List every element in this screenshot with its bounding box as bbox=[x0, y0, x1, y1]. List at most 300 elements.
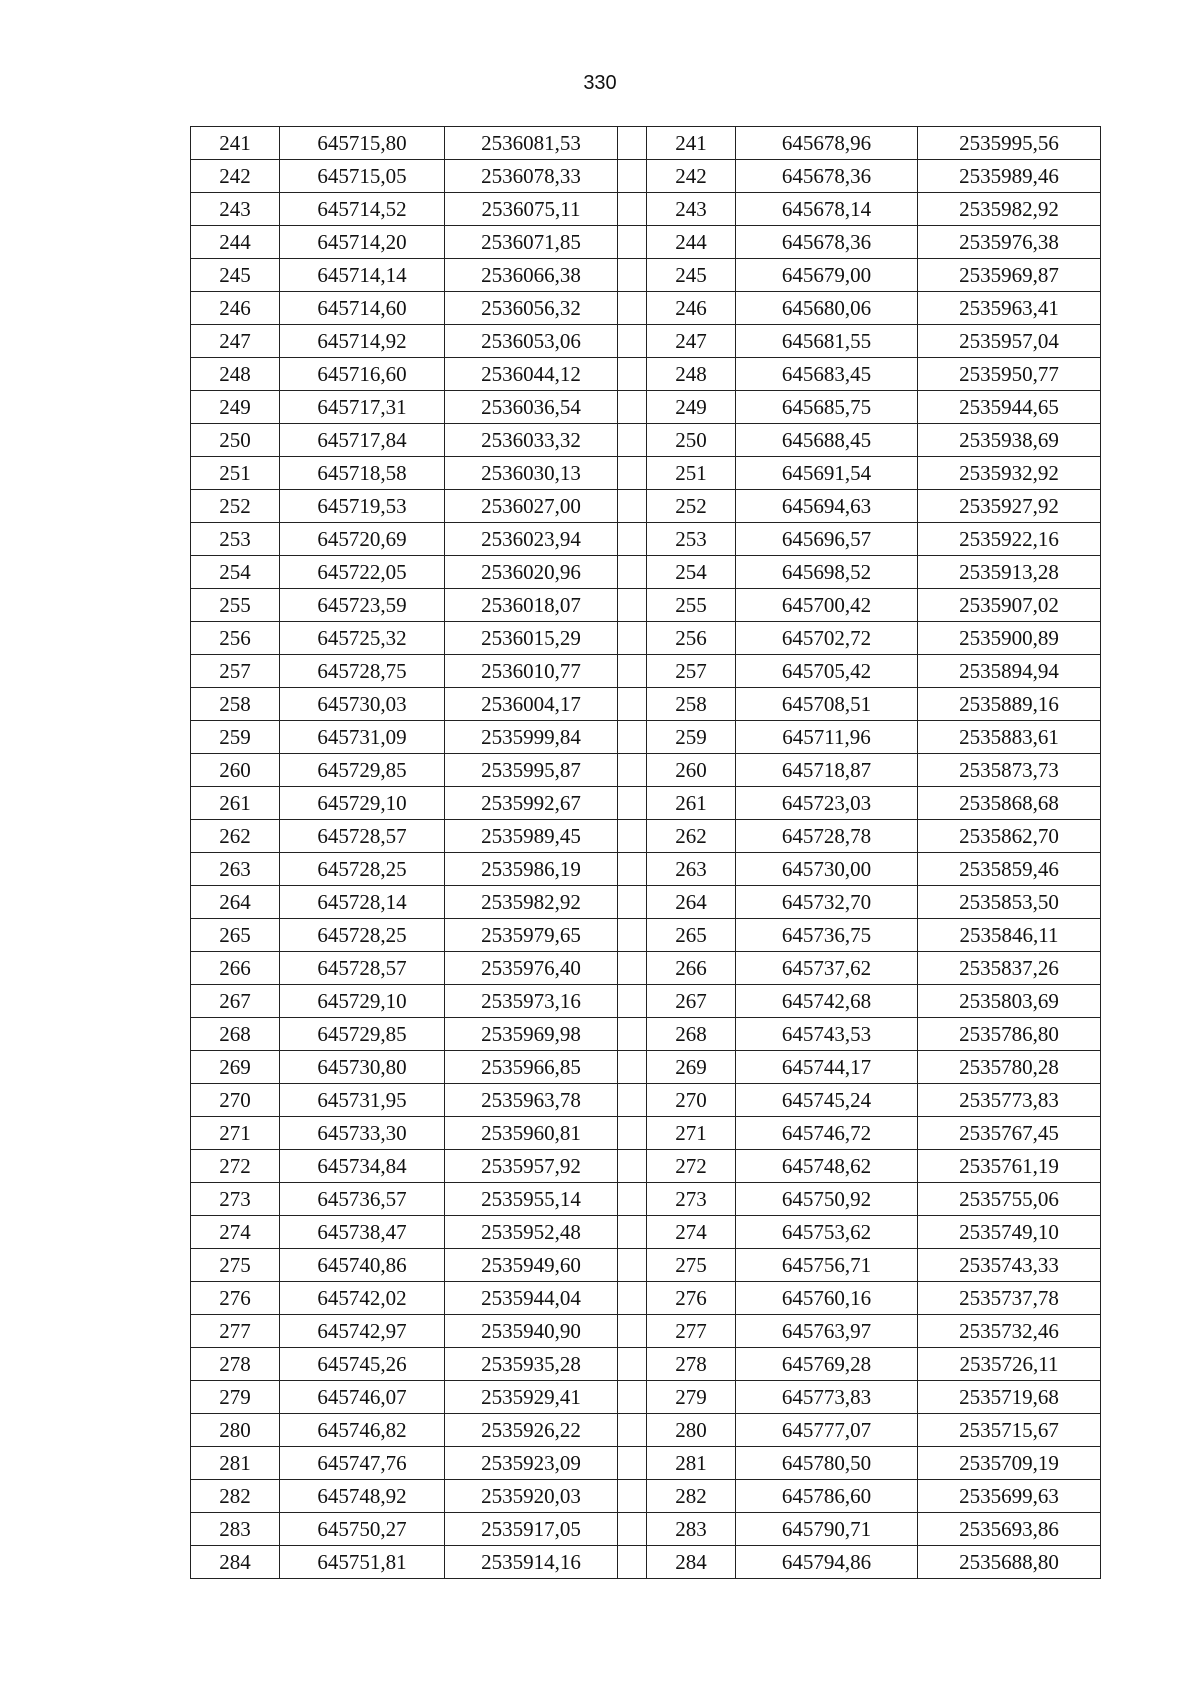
right-point-number-cell: 259 bbox=[647, 721, 736, 754]
right-x-coordinate-cell: 645705,42 bbox=[736, 655, 918, 688]
right-x-coordinate-cell: 645700,42 bbox=[736, 589, 918, 622]
right-point-number-cell: 255 bbox=[647, 589, 736, 622]
left-y-coordinate-cell: 2535914,16 bbox=[445, 1546, 618, 1579]
left-point-number-cell: 275 bbox=[191, 1249, 280, 1282]
left-x-coordinate-cell: 645714,52 bbox=[280, 193, 445, 226]
left-point-number-cell: 258 bbox=[191, 688, 280, 721]
left-point-number-cell: 257 bbox=[191, 655, 280, 688]
left-point-number-cell: 272 bbox=[191, 1150, 280, 1183]
left-y-coordinate-cell: 2535949,60 bbox=[445, 1249, 618, 1282]
table-row bbox=[191, 358, 1101, 391]
right-x-coordinate-cell: 645750,92 bbox=[736, 1183, 918, 1216]
right-point-number-cell: 260 bbox=[647, 754, 736, 787]
left-x-coordinate-cell: 645729,85 bbox=[280, 754, 445, 787]
left-x-coordinate-cell: 645728,57 bbox=[280, 952, 445, 985]
left-point-number-cell: 249 bbox=[191, 391, 280, 424]
table-row bbox=[191, 1249, 1101, 1282]
left-y-coordinate-cell: 2536078,33 bbox=[445, 160, 618, 193]
table-row bbox=[191, 556, 1101, 589]
table-row bbox=[191, 1513, 1101, 1546]
right-y-coordinate-cell: 2535773,83 bbox=[918, 1084, 1101, 1117]
right-x-coordinate-cell: 645678,36 bbox=[736, 226, 918, 259]
table-row bbox=[191, 820, 1101, 853]
left-x-coordinate-cell: 645728,57 bbox=[280, 820, 445, 853]
table-row bbox=[191, 1051, 1101, 1084]
right-x-coordinate-cell: 645723,03 bbox=[736, 787, 918, 820]
left-point-number-cell: 252 bbox=[191, 490, 280, 523]
right-y-coordinate-cell: 2535853,50 bbox=[918, 886, 1101, 919]
left-y-coordinate-cell: 2536053,06 bbox=[445, 325, 618, 358]
right-point-number-cell: 272 bbox=[647, 1150, 736, 1183]
left-x-coordinate-cell: 645745,26 bbox=[280, 1348, 445, 1381]
table-row bbox=[191, 721, 1101, 754]
right-y-coordinate-cell: 2535950,77 bbox=[918, 358, 1101, 391]
left-x-coordinate-cell: 645729,85 bbox=[280, 1018, 445, 1051]
right-x-coordinate-cell: 645702,72 bbox=[736, 622, 918, 655]
right-y-coordinate-cell: 2535862,70 bbox=[918, 820, 1101, 853]
left-y-coordinate-cell: 2535976,40 bbox=[445, 952, 618, 985]
left-x-coordinate-cell: 645723,59 bbox=[280, 589, 445, 622]
left-x-coordinate-cell: 645742,97 bbox=[280, 1315, 445, 1348]
left-y-coordinate-cell: 2535982,92 bbox=[445, 886, 618, 919]
left-y-coordinate-cell: 2535923,09 bbox=[445, 1447, 618, 1480]
left-y-coordinate-cell: 2535944,04 bbox=[445, 1282, 618, 1315]
right-point-number-cell: 241 bbox=[647, 127, 736, 160]
right-x-coordinate-cell: 645737,62 bbox=[736, 952, 918, 985]
right-x-coordinate-cell: 645685,75 bbox=[736, 391, 918, 424]
right-x-coordinate-cell: 645769,28 bbox=[736, 1348, 918, 1381]
left-point-number-cell: 263 bbox=[191, 853, 280, 886]
left-y-coordinate-cell: 2536044,12 bbox=[445, 358, 618, 391]
left-y-coordinate-cell: 2535955,14 bbox=[445, 1183, 618, 1216]
left-x-coordinate-cell: 645734,84 bbox=[280, 1150, 445, 1183]
right-point-number-cell: 250 bbox=[647, 424, 736, 457]
table-row bbox=[191, 1150, 1101, 1183]
left-x-coordinate-cell: 645720,69 bbox=[280, 523, 445, 556]
left-x-coordinate-cell: 645729,10 bbox=[280, 787, 445, 820]
left-point-number-cell: 278 bbox=[191, 1348, 280, 1381]
separator-cell bbox=[618, 259, 647, 292]
left-y-coordinate-cell: 2536020,96 bbox=[445, 556, 618, 589]
right-y-coordinate-cell: 2535709,19 bbox=[918, 1447, 1101, 1480]
right-x-coordinate-cell: 645681,55 bbox=[736, 325, 918, 358]
right-y-coordinate-cell: 2535957,04 bbox=[918, 325, 1101, 358]
right-y-coordinate-cell: 2535932,92 bbox=[918, 457, 1101, 490]
page-number: 330 bbox=[583, 72, 617, 94]
table-row bbox=[191, 1216, 1101, 1249]
separator-cell bbox=[618, 1216, 647, 1249]
right-point-number-cell: 247 bbox=[647, 325, 736, 358]
table-row bbox=[191, 1348, 1101, 1381]
left-point-number-cell: 269 bbox=[191, 1051, 280, 1084]
left-x-coordinate-cell: 645728,14 bbox=[280, 886, 445, 919]
left-point-number-cell: 244 bbox=[191, 226, 280, 259]
right-y-coordinate-cell: 2535889,16 bbox=[918, 688, 1101, 721]
right-y-coordinate-cell: 2535846,11 bbox=[918, 919, 1101, 952]
left-y-coordinate-cell: 2536056,32 bbox=[445, 292, 618, 325]
separator-cell bbox=[618, 1150, 647, 1183]
right-point-number-cell: 262 bbox=[647, 820, 736, 853]
left-point-number-cell: 242 bbox=[191, 160, 280, 193]
table-row bbox=[191, 1084, 1101, 1117]
table-row bbox=[191, 259, 1101, 292]
right-point-number-cell: 269 bbox=[647, 1051, 736, 1084]
right-point-number-cell: 266 bbox=[647, 952, 736, 985]
left-x-coordinate-cell: 645719,53 bbox=[280, 490, 445, 523]
separator-cell bbox=[618, 1480, 647, 1513]
right-y-coordinate-cell: 2535767,45 bbox=[918, 1117, 1101, 1150]
right-x-coordinate-cell: 645683,45 bbox=[736, 358, 918, 391]
left-x-coordinate-cell: 645746,82 bbox=[280, 1414, 445, 1447]
right-y-coordinate-cell: 2535837,26 bbox=[918, 952, 1101, 985]
right-y-coordinate-cell: 2535732,46 bbox=[918, 1315, 1101, 1348]
left-x-coordinate-cell: 645748,92 bbox=[280, 1480, 445, 1513]
separator-cell bbox=[618, 721, 647, 754]
right-y-coordinate-cell: 2535963,41 bbox=[918, 292, 1101, 325]
right-point-number-cell: 267 bbox=[647, 985, 736, 1018]
right-y-coordinate-cell: 2535780,28 bbox=[918, 1051, 1101, 1084]
separator-cell bbox=[618, 985, 647, 1018]
right-x-coordinate-cell: 645790,71 bbox=[736, 1513, 918, 1546]
table-row bbox=[191, 688, 1101, 721]
table-row bbox=[191, 952, 1101, 985]
separator-cell bbox=[618, 1282, 647, 1315]
table-row bbox=[191, 226, 1101, 259]
right-x-coordinate-cell: 645679,00 bbox=[736, 259, 918, 292]
separator-cell bbox=[618, 556, 647, 589]
left-point-number-cell: 283 bbox=[191, 1513, 280, 1546]
right-y-coordinate-cell: 2535737,78 bbox=[918, 1282, 1101, 1315]
table-row bbox=[191, 1018, 1101, 1051]
right-x-coordinate-cell: 645732,70 bbox=[736, 886, 918, 919]
right-x-coordinate-cell: 645773,83 bbox=[736, 1381, 918, 1414]
right-y-coordinate-cell: 2535900,89 bbox=[918, 622, 1101, 655]
right-y-coordinate-cell: 2535755,06 bbox=[918, 1183, 1101, 1216]
right-y-coordinate-cell: 2535883,61 bbox=[918, 721, 1101, 754]
right-x-coordinate-cell: 645745,24 bbox=[736, 1084, 918, 1117]
left-y-coordinate-cell: 2535995,87 bbox=[445, 754, 618, 787]
separator-cell bbox=[618, 1447, 647, 1480]
right-point-number-cell: 244 bbox=[647, 226, 736, 259]
separator-cell bbox=[618, 754, 647, 787]
separator-cell bbox=[618, 886, 647, 919]
right-x-coordinate-cell: 645694,63 bbox=[736, 490, 918, 523]
right-x-coordinate-cell: 645760,16 bbox=[736, 1282, 918, 1315]
separator-cell bbox=[618, 160, 647, 193]
left-y-coordinate-cell: 2536081,53 bbox=[445, 127, 618, 160]
right-y-coordinate-cell: 2535719,68 bbox=[918, 1381, 1101, 1414]
separator-cell bbox=[618, 226, 647, 259]
right-x-coordinate-cell: 645742,68 bbox=[736, 985, 918, 1018]
right-y-coordinate-cell: 2535688,80 bbox=[918, 1546, 1101, 1579]
left-y-coordinate-cell: 2535957,92 bbox=[445, 1150, 618, 1183]
left-y-coordinate-cell: 2535920,03 bbox=[445, 1480, 618, 1513]
left-y-coordinate-cell: 2536004,17 bbox=[445, 688, 618, 721]
table-row bbox=[191, 160, 1101, 193]
left-y-coordinate-cell: 2535952,48 bbox=[445, 1216, 618, 1249]
right-y-coordinate-cell: 2535715,67 bbox=[918, 1414, 1101, 1447]
table-row bbox=[191, 391, 1101, 424]
right-point-number-cell: 281 bbox=[647, 1447, 736, 1480]
left-y-coordinate-cell: 2535992,67 bbox=[445, 787, 618, 820]
left-x-coordinate-cell: 645714,60 bbox=[280, 292, 445, 325]
right-x-coordinate-cell: 645736,75 bbox=[736, 919, 918, 952]
right-x-coordinate-cell: 645763,97 bbox=[736, 1315, 918, 1348]
left-y-coordinate-cell: 2536010,77 bbox=[445, 655, 618, 688]
right-point-number-cell: 274 bbox=[647, 1216, 736, 1249]
left-point-number-cell: 279 bbox=[191, 1381, 280, 1414]
right-x-coordinate-cell: 645708,51 bbox=[736, 688, 918, 721]
right-x-coordinate-cell: 645678,96 bbox=[736, 127, 918, 160]
left-x-coordinate-cell: 645729,10 bbox=[280, 985, 445, 1018]
right-y-coordinate-cell: 2535938,69 bbox=[918, 424, 1101, 457]
left-y-coordinate-cell: 2536036,54 bbox=[445, 391, 618, 424]
left-y-coordinate-cell: 2535929,41 bbox=[445, 1381, 618, 1414]
right-x-coordinate-cell: 645777,07 bbox=[736, 1414, 918, 1447]
right-y-coordinate-cell: 2535989,46 bbox=[918, 160, 1101, 193]
left-point-number-cell: 265 bbox=[191, 919, 280, 952]
right-point-number-cell: 284 bbox=[647, 1546, 736, 1579]
left-y-coordinate-cell: 2535966,85 bbox=[445, 1051, 618, 1084]
separator-cell bbox=[618, 358, 647, 391]
right-point-number-cell: 246 bbox=[647, 292, 736, 325]
right-x-coordinate-cell: 645688,45 bbox=[736, 424, 918, 457]
left-point-number-cell: 253 bbox=[191, 523, 280, 556]
table-row bbox=[191, 1183, 1101, 1216]
left-point-number-cell: 259 bbox=[191, 721, 280, 754]
right-point-number-cell: 245 bbox=[647, 259, 736, 292]
left-point-number-cell: 281 bbox=[191, 1447, 280, 1480]
right-y-coordinate-cell: 2535743,33 bbox=[918, 1249, 1101, 1282]
right-y-coordinate-cell: 2535927,92 bbox=[918, 490, 1101, 523]
separator-cell bbox=[618, 1051, 647, 1084]
left-x-coordinate-cell: 645722,05 bbox=[280, 556, 445, 589]
left-point-number-cell: 250 bbox=[191, 424, 280, 457]
left-y-coordinate-cell: 2535969,98 bbox=[445, 1018, 618, 1051]
table-row bbox=[191, 127, 1101, 160]
table-row bbox=[191, 490, 1101, 523]
right-y-coordinate-cell: 2535726,11 bbox=[918, 1348, 1101, 1381]
left-x-coordinate-cell: 645731,09 bbox=[280, 721, 445, 754]
table-row bbox=[191, 193, 1101, 226]
left-x-coordinate-cell: 645725,32 bbox=[280, 622, 445, 655]
left-x-coordinate-cell: 645733,30 bbox=[280, 1117, 445, 1150]
right-point-number-cell: 248 bbox=[647, 358, 736, 391]
right-y-coordinate-cell: 2535873,73 bbox=[918, 754, 1101, 787]
left-y-coordinate-cell: 2535960,81 bbox=[445, 1117, 618, 1150]
right-point-number-cell: 251 bbox=[647, 457, 736, 490]
left-point-number-cell: 282 bbox=[191, 1480, 280, 1513]
right-y-coordinate-cell: 2535868,68 bbox=[918, 787, 1101, 820]
table-row bbox=[191, 754, 1101, 787]
left-point-number-cell: 284 bbox=[191, 1546, 280, 1579]
left-point-number-cell: 267 bbox=[191, 985, 280, 1018]
right-x-coordinate-cell: 645730,00 bbox=[736, 853, 918, 886]
right-x-coordinate-cell: 645746,72 bbox=[736, 1117, 918, 1150]
separator-cell bbox=[618, 1513, 647, 1546]
right-point-number-cell: 261 bbox=[647, 787, 736, 820]
right-point-number-cell: 258 bbox=[647, 688, 736, 721]
table-row bbox=[191, 1414, 1101, 1447]
left-y-coordinate-cell: 2536027,00 bbox=[445, 490, 618, 523]
left-point-number-cell: 255 bbox=[191, 589, 280, 622]
left-x-coordinate-cell: 645728,25 bbox=[280, 919, 445, 952]
right-point-number-cell: 275 bbox=[647, 1249, 736, 1282]
left-x-coordinate-cell: 645750,27 bbox=[280, 1513, 445, 1546]
left-x-coordinate-cell: 645730,03 bbox=[280, 688, 445, 721]
table-row bbox=[191, 457, 1101, 490]
left-y-coordinate-cell: 2535917,05 bbox=[445, 1513, 618, 1546]
left-x-coordinate-cell: 645740,86 bbox=[280, 1249, 445, 1282]
left-y-coordinate-cell: 2536071,85 bbox=[445, 226, 618, 259]
right-y-coordinate-cell: 2535995,56 bbox=[918, 127, 1101, 160]
separator-cell bbox=[618, 820, 647, 853]
right-point-number-cell: 249 bbox=[647, 391, 736, 424]
left-point-number-cell: 246 bbox=[191, 292, 280, 325]
left-point-number-cell: 277 bbox=[191, 1315, 280, 1348]
left-x-coordinate-cell: 645717,84 bbox=[280, 424, 445, 457]
left-y-coordinate-cell: 2535926,22 bbox=[445, 1414, 618, 1447]
right-point-number-cell: 282 bbox=[647, 1480, 736, 1513]
right-point-number-cell: 283 bbox=[647, 1513, 736, 1546]
table-row bbox=[191, 1447, 1101, 1480]
separator-cell bbox=[618, 490, 647, 523]
separator-cell bbox=[618, 325, 647, 358]
left-y-coordinate-cell: 2536033,32 bbox=[445, 424, 618, 457]
left-x-coordinate-cell: 645742,02 bbox=[280, 1282, 445, 1315]
table-row bbox=[191, 424, 1101, 457]
left-x-coordinate-cell: 645714,20 bbox=[280, 226, 445, 259]
right-y-coordinate-cell: 2535803,69 bbox=[918, 985, 1101, 1018]
left-x-coordinate-cell: 645728,25 bbox=[280, 853, 445, 886]
right-y-coordinate-cell: 2535699,63 bbox=[918, 1480, 1101, 1513]
separator-cell bbox=[618, 1117, 647, 1150]
left-point-number-cell: 268 bbox=[191, 1018, 280, 1051]
right-point-number-cell: 257 bbox=[647, 655, 736, 688]
right-point-number-cell: 264 bbox=[647, 886, 736, 919]
left-point-number-cell: 264 bbox=[191, 886, 280, 919]
separator-cell bbox=[618, 127, 647, 160]
separator-cell bbox=[618, 1414, 647, 1447]
right-point-number-cell: 242 bbox=[647, 160, 736, 193]
left-y-coordinate-cell: 2535973,16 bbox=[445, 985, 618, 1018]
left-point-number-cell: 243 bbox=[191, 193, 280, 226]
right-x-coordinate-cell: 645698,52 bbox=[736, 556, 918, 589]
left-y-coordinate-cell: 2535989,45 bbox=[445, 820, 618, 853]
left-point-number-cell: 273 bbox=[191, 1183, 280, 1216]
left-point-number-cell: 271 bbox=[191, 1117, 280, 1150]
separator-cell bbox=[618, 1018, 647, 1051]
right-y-coordinate-cell: 2535982,92 bbox=[918, 193, 1101, 226]
table-row bbox=[191, 919, 1101, 952]
left-y-coordinate-cell: 2536030,13 bbox=[445, 457, 618, 490]
right-x-coordinate-cell: 645780,50 bbox=[736, 1447, 918, 1480]
right-y-coordinate-cell: 2535907,02 bbox=[918, 589, 1101, 622]
left-y-coordinate-cell: 2535935,28 bbox=[445, 1348, 618, 1381]
right-y-coordinate-cell: 2535944,65 bbox=[918, 391, 1101, 424]
right-y-coordinate-cell: 2535693,86 bbox=[918, 1513, 1101, 1546]
right-point-number-cell: 252 bbox=[647, 490, 736, 523]
left-point-number-cell: 256 bbox=[191, 622, 280, 655]
left-y-coordinate-cell: 2536015,29 bbox=[445, 622, 618, 655]
right-x-coordinate-cell: 645696,57 bbox=[736, 523, 918, 556]
separator-cell bbox=[618, 1546, 647, 1579]
right-point-number-cell: 243 bbox=[647, 193, 736, 226]
left-x-coordinate-cell: 645717,31 bbox=[280, 391, 445, 424]
right-x-coordinate-cell: 645744,17 bbox=[736, 1051, 918, 1084]
left-point-number-cell: 274 bbox=[191, 1216, 280, 1249]
separator-cell bbox=[618, 1315, 647, 1348]
right-point-number-cell: 265 bbox=[647, 919, 736, 952]
left-y-coordinate-cell: 2535940,90 bbox=[445, 1315, 618, 1348]
separator-cell bbox=[618, 1183, 647, 1216]
left-y-coordinate-cell: 2536075,11 bbox=[445, 193, 618, 226]
table-row bbox=[191, 985, 1101, 1018]
left-point-number-cell: 251 bbox=[191, 457, 280, 490]
right-point-number-cell: 254 bbox=[647, 556, 736, 589]
table-row bbox=[191, 325, 1101, 358]
right-point-number-cell: 277 bbox=[647, 1315, 736, 1348]
right-x-coordinate-cell: 645718,87 bbox=[736, 754, 918, 787]
left-y-coordinate-cell: 2535986,19 bbox=[445, 853, 618, 886]
right-point-number-cell: 278 bbox=[647, 1348, 736, 1381]
table-row bbox=[191, 886, 1101, 919]
right-y-coordinate-cell: 2535969,87 bbox=[918, 259, 1101, 292]
separator-cell bbox=[618, 655, 647, 688]
left-y-coordinate-cell: 2536018,07 bbox=[445, 589, 618, 622]
right-x-coordinate-cell: 645786,60 bbox=[736, 1480, 918, 1513]
left-y-coordinate-cell: 2536023,94 bbox=[445, 523, 618, 556]
table-row bbox=[191, 1117, 1101, 1150]
coordinates-table bbox=[190, 126, 1101, 1579]
right-x-coordinate-cell: 645743,53 bbox=[736, 1018, 918, 1051]
separator-cell bbox=[618, 391, 647, 424]
left-x-coordinate-cell: 645738,47 bbox=[280, 1216, 445, 1249]
right-y-coordinate-cell: 2535976,38 bbox=[918, 226, 1101, 259]
left-x-coordinate-cell: 645715,05 bbox=[280, 160, 445, 193]
right-x-coordinate-cell: 645748,62 bbox=[736, 1150, 918, 1183]
right-y-coordinate-cell: 2535786,80 bbox=[918, 1018, 1101, 1051]
left-point-number-cell: 280 bbox=[191, 1414, 280, 1447]
right-y-coordinate-cell: 2535859,46 bbox=[918, 853, 1101, 886]
table-row bbox=[191, 1546, 1101, 1579]
right-y-coordinate-cell: 2535922,16 bbox=[918, 523, 1101, 556]
left-x-coordinate-cell: 645747,76 bbox=[280, 1447, 445, 1480]
separator-cell bbox=[618, 1084, 647, 1117]
right-y-coordinate-cell: 2535913,28 bbox=[918, 556, 1101, 589]
separator-cell bbox=[618, 193, 647, 226]
table-row bbox=[191, 1315, 1101, 1348]
right-point-number-cell: 279 bbox=[647, 1381, 736, 1414]
separator-cell bbox=[618, 919, 647, 952]
left-point-number-cell: 254 bbox=[191, 556, 280, 589]
left-point-number-cell: 260 bbox=[191, 754, 280, 787]
right-x-coordinate-cell: 645756,71 bbox=[736, 1249, 918, 1282]
right-y-coordinate-cell: 2535894,94 bbox=[918, 655, 1101, 688]
separator-cell bbox=[618, 688, 647, 721]
left-point-number-cell: 266 bbox=[191, 952, 280, 985]
table-row bbox=[191, 523, 1101, 556]
table-row bbox=[191, 1480, 1101, 1513]
table-row bbox=[191, 589, 1101, 622]
right-x-coordinate-cell: 645753,62 bbox=[736, 1216, 918, 1249]
right-point-number-cell: 263 bbox=[647, 853, 736, 886]
left-point-number-cell: 245 bbox=[191, 259, 280, 292]
left-x-coordinate-cell: 645731,95 bbox=[280, 1084, 445, 1117]
right-y-coordinate-cell: 2535749,10 bbox=[918, 1216, 1101, 1249]
right-point-number-cell: 253 bbox=[647, 523, 736, 556]
left-point-number-cell: 262 bbox=[191, 820, 280, 853]
